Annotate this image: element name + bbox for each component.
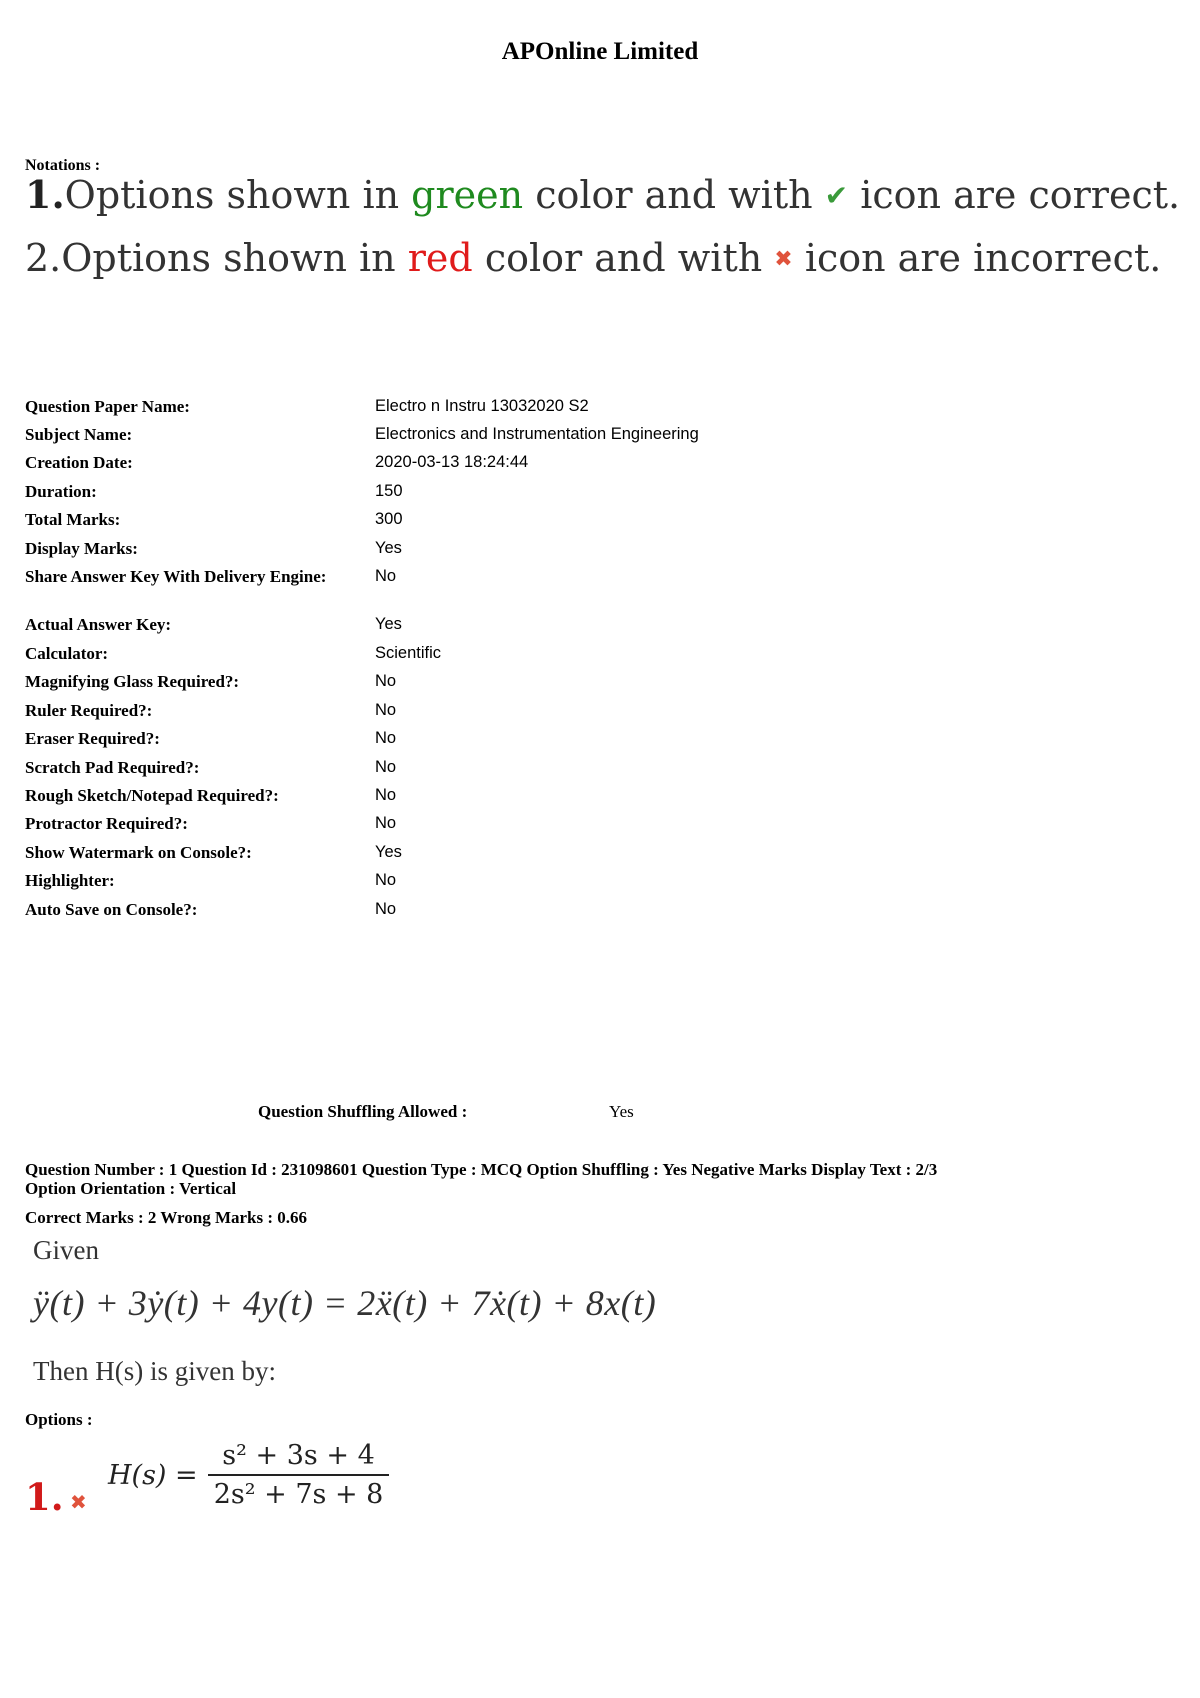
info-label: Subject Name:	[25, 425, 133, 444]
notation-text: icon are incorrect.	[792, 236, 1162, 280]
notation-text: color and with	[523, 173, 825, 217]
info-label: Duration:	[25, 482, 97, 501]
info-value: Yes	[375, 843, 402, 861]
marks-line: Correct Marks : 2 Wrong Marks : 0.66	[25, 1208, 308, 1227]
notation-number: 2.	[25, 236, 62, 280]
question-header: Question Number : 1 Question Id : 231098601 Question Type : MCQ Option Shuffling : Yes Negative Marks Display Text : 2/3	[25, 1160, 938, 1179]
info-value: No	[375, 786, 397, 804]
green-word: green	[411, 173, 524, 217]
info-value: 150	[375, 482, 403, 500]
info-label: Eraser Required?:	[25, 729, 160, 748]
info-value: No	[375, 871, 397, 889]
notation-text: Options shown in	[64, 173, 412, 217]
option-formula	[108, 1440, 389, 1510]
formula-lhs: H(s) =	[108, 1459, 198, 1491]
red-word: red	[407, 236, 473, 280]
info-label: Magnifying Glass Required?:	[25, 672, 240, 691]
info-value: 300	[375, 510, 403, 528]
notation-line-correct	[25, 172, 1180, 217]
info-value: Yes	[375, 539, 402, 557]
notation-text: color and with	[472, 236, 775, 280]
cross-icon: ✖	[774, 247, 793, 272]
notations-label: Notations :	[25, 157, 101, 174]
info-label: Display Marks:	[25, 539, 138, 558]
option-number: 1.	[25, 1475, 64, 1519]
shuffling-value: Yes	[609, 1102, 634, 1121]
document-title: APOnline Limited	[501, 38, 699, 65]
info-value: Scientific	[375, 644, 442, 662]
info-value: Electro n Instru 13032020 S2	[375, 397, 589, 415]
info-label: Calculator:	[25, 644, 109, 663]
formula-numerator: s² + 3s + 4	[222, 1440, 375, 1471]
formula-denominator: 2s² + 7s + 8	[208, 1474, 390, 1510]
cross-icon: ✖	[70, 1492, 87, 1514]
info-label: Highlighter:	[25, 871, 115, 890]
info-value: No	[375, 729, 397, 747]
info-value: Electronics and Instrumentation Engineering	[375, 425, 699, 443]
notation-text: Options shown in	[61, 236, 408, 280]
info-label: Protractor Required?:	[25, 814, 188, 833]
info-value: No	[375, 567, 397, 585]
info-value: No	[375, 814, 397, 832]
info-value: No	[375, 672, 397, 690]
check-icon: ✔	[824, 179, 849, 212]
info-value: No	[375, 758, 397, 776]
info-value: Yes	[375, 615, 402, 633]
options-label: Options :	[25, 1410, 93, 1429]
shuffling-label: Question Shuffling Allowed :	[258, 1102, 468, 1121]
info-label: Rough Sketch/Notepad Required?:	[25, 786, 279, 805]
formula-fraction	[208, 1440, 390, 1510]
info-label: Show Watermark on Console?:	[25, 843, 252, 862]
question-equation: ÿ(t) + 3ẏ(t) + 4y(t) = 2ẍ(t) + 7ẋ(t) + 8x(t)	[33, 1283, 657, 1323]
info-label: Actual Answer Key:	[25, 615, 172, 634]
info-label: Creation Date:	[25, 453, 133, 472]
question-given: Given	[33, 1235, 99, 1265]
notation-line-incorrect	[25, 236, 1161, 280]
info-value: No	[375, 701, 397, 719]
info-value: No	[375, 900, 397, 918]
info-label: Question Paper Name:	[25, 397, 190, 416]
notation-number: 1.	[25, 172, 65, 217]
info-label: Scratch Pad Required?:	[25, 758, 200, 777]
info-label: Share Answer Key With Delivery Engine:	[25, 567, 327, 586]
question-prompt: Then H(s) is given by:	[33, 1356, 276, 1386]
info-label: Total Marks:	[25, 510, 121, 529]
notation-text: icon are correct.	[848, 173, 1181, 217]
info-value: 2020-03-13 18:24:44	[375, 453, 529, 471]
option-orientation: Option Orientation : Vertical	[25, 1179, 237, 1198]
info-label: Ruler Required?:	[25, 701, 153, 720]
info-label: Auto Save on Console?:	[25, 900, 198, 919]
